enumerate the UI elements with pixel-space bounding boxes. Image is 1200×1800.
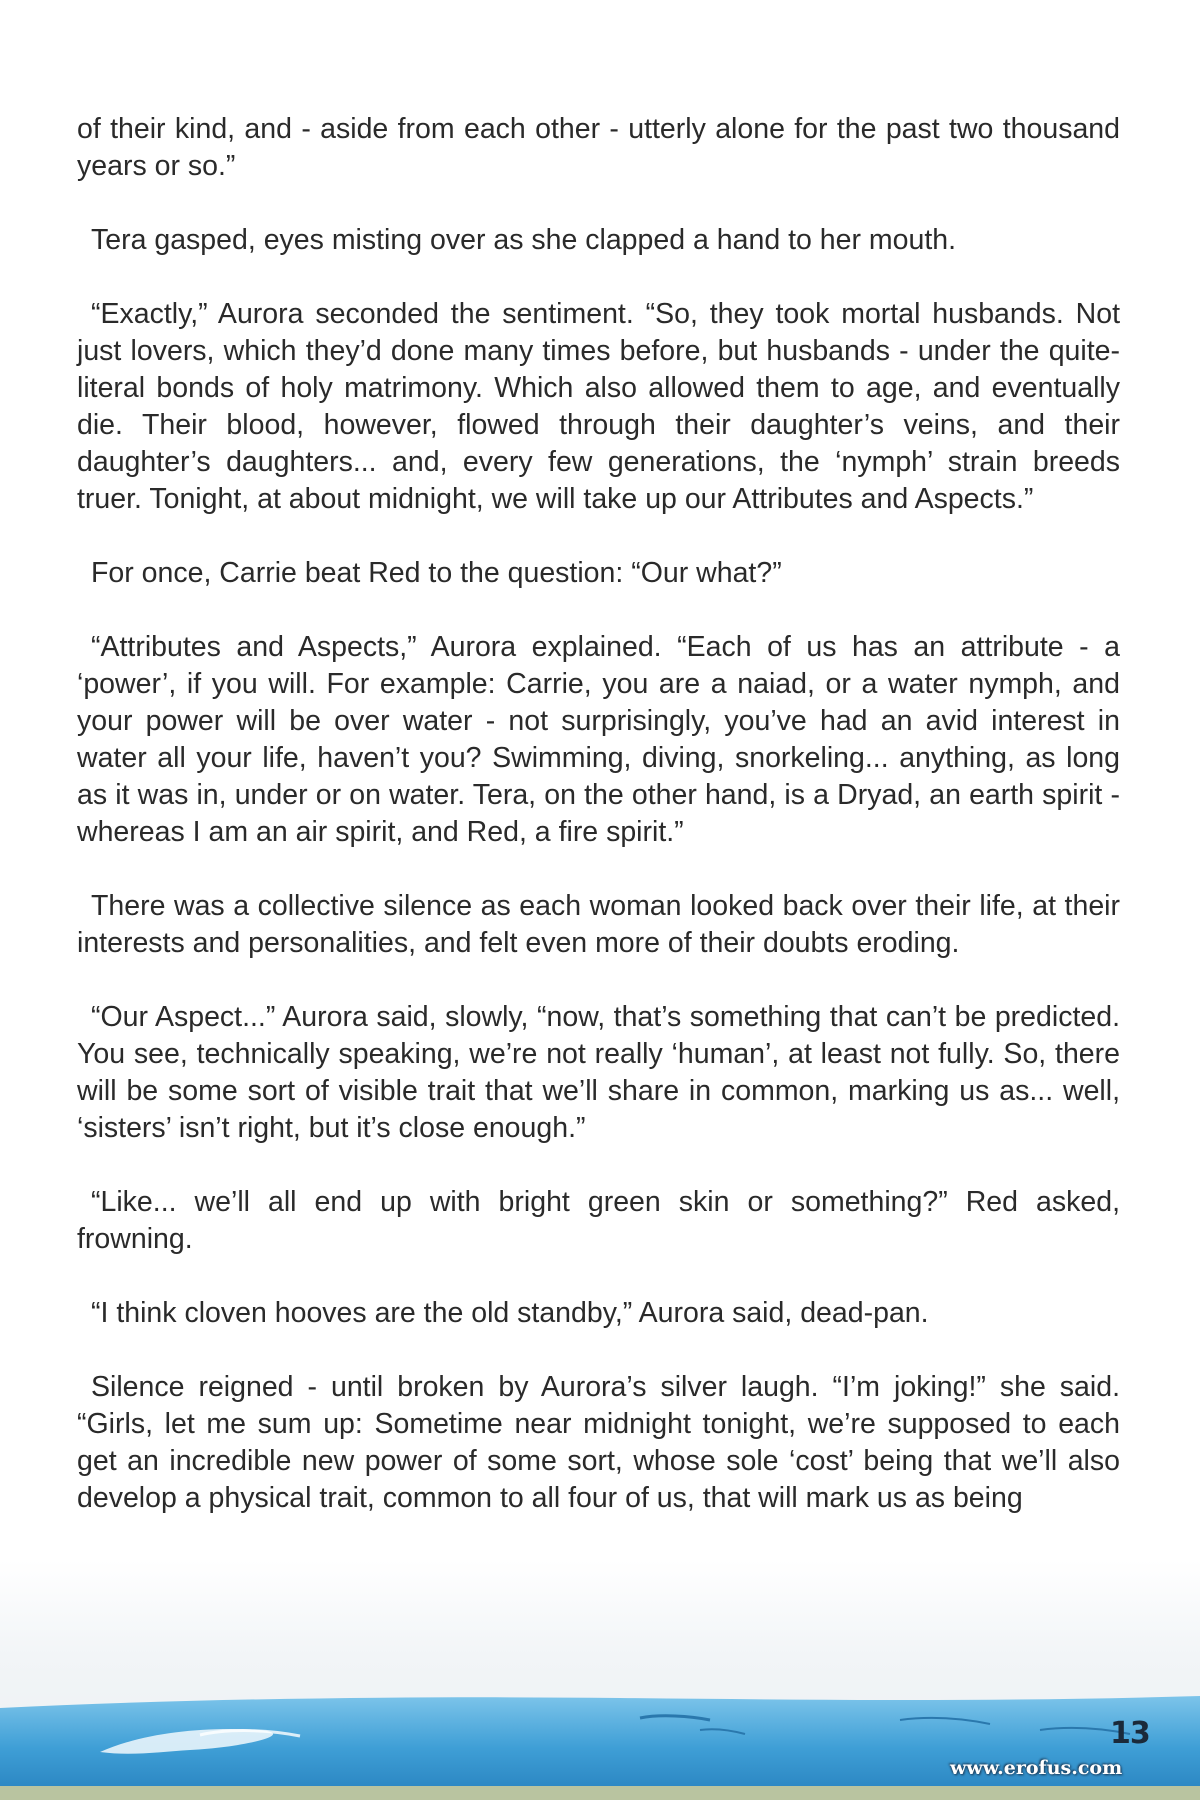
page-number: 13: [1110, 1716, 1150, 1751]
paragraph-6: There was a collective silence as each woman looked back over their life, at their interests and personalities, and felt even more of their doubts eroding.: [77, 890, 1120, 959]
paragraph-5: “Attributes and Aspects,” Aurora explained. “Each of us has an attribute - a ‘power’, if you will. For example: Carrie, you are a naiad, or a water nymph, and your power will be over water - not surprisingly, you’ve had an avid interest in water all your life, haven’t you? Swimming, diving, snorkeling... anything, as long as it was in, under or on water. Tera, on the other hand, is a Dryad, an earth spirit - whereas I am an air spirit, and Red, a fire spirit.”: [77, 631, 1120, 848]
body-text: [77, 111, 1120, 1554]
paragraph-1: of their kind, and - aside from each other - utterly alone for the past two thousand years or so.”: [77, 113, 1120, 182]
paragraph-10: Silence reigned - until broken by Aurora’s silver laugh. “I’m joking!” she said. “Girls, let me sum up: Sometime near midnight tonight, we’re supposed to each get an incredible new power of some sort, whose sole ‘cost’ being that we’ll also develop a physical trait, common to all four of us, that will mark us as being: [77, 1371, 1120, 1514]
paragraph-7: “Our Aspect...” Aurora said, slowly, “now, that’s something that can’t be predicted. You see, technically speaking, we’re not really ‘human’, at least not fully. So, there will be some sort of visible trait that we’ll share in common, marking us as... well, ‘sisters’ isn’t right, but it’s close enough.”: [77, 1001, 1120, 1144]
paragraph-9: “I think cloven hooves are the old standby,” Aurora said, dead-pan.: [91, 1297, 929, 1329]
page-bottom-edge: [0, 1786, 1200, 1800]
paragraph-4: For once, Carrie beat Red to the question: “Our what?”: [91, 557, 782, 589]
watermark: www.erofus.com: [950, 1757, 1123, 1779]
paragraph-3: “Exactly,” Aurora seconded the sentiment. “So, they took mortal husbands. Not just lovers, which they’d done many times before, but husbands - under the quite-literal bonds of holy matrimony. Which also allowed them to age, and eventually die. Their blood, however, flowed through their daughter’s veins, and their daughter’s daughters... and, every few generations, the ‘nymph’ strain breeds truer. Tonight, at about midnight, we will take up our Attributes and Aspects.”: [77, 298, 1120, 515]
paragraph-8: “Like... we’ll all end up with bright green skin or something?” Red asked, frowning.: [77, 1186, 1120, 1255]
paragraph-2: Tera gasped, eyes misting over as she clapped a hand to her mouth.: [91, 224, 957, 256]
